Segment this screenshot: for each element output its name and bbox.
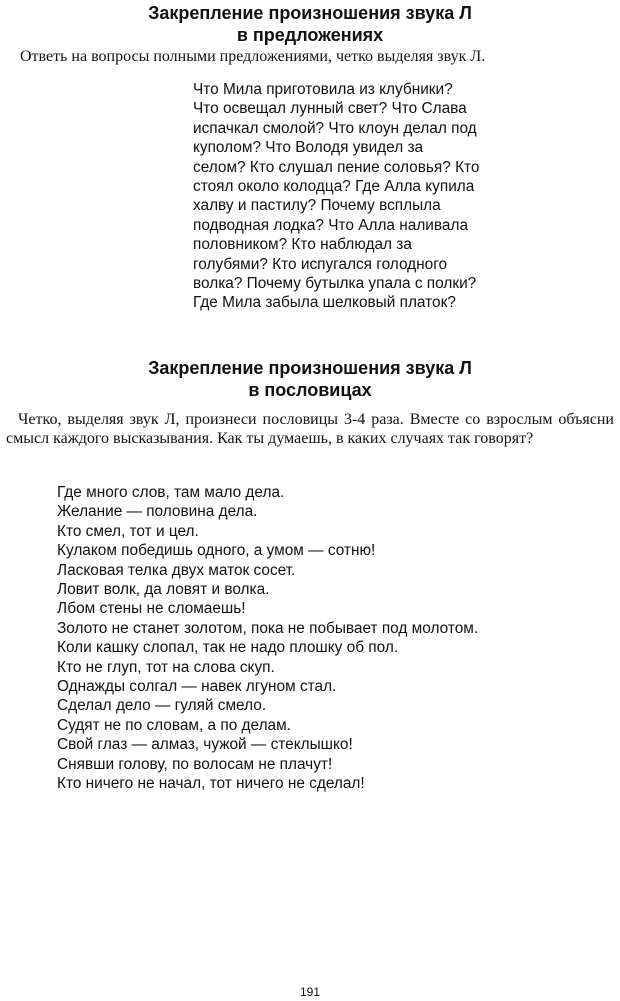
question-line: халву и пастилу? Почему всплыла [193,197,441,215]
proverb-line: Сделал дело — гуляй смело. [57,697,267,715]
proverb-line: Где много слов, там мало дела. [57,484,285,501]
section-title-proverbs [0,357,620,401]
question-line: волка? Почему бутылка упала с полки? [193,275,477,293]
question-line: Что Мила приготовила из клубники? [193,81,453,98]
question-line: подводная лодка? Что Алла наливала [193,216,469,234]
proverb-line: Золото не станет золотом, пока не побывает под молотом. [57,619,479,637]
questions-block [193,80,479,313]
question-line: испачкал смолой? Что клоун делал под [193,119,477,137]
question-line: куполом? Что Володя увидел за [193,139,424,157]
question-line: Что освещал лунный свет? Что Слава [193,100,467,118]
proverb-line: Коли кашку слопал, так не надо плошку об пол. [57,639,399,657]
proverb-line: Свой глаз — алмаз, чужой — стеклышко! [57,736,353,754]
section-title-sentences [0,2,620,46]
page-number: 191 [299,985,321,999]
proverb-line: Кто смел, тот и цел. [57,522,199,540]
proverb-line: Желание — половина дела. [57,503,258,521]
section-title-line: Закрепление произношения звука Л [148,358,472,378]
instruction-sentences: Ответь на вопросы полными предложениями, четко выделяя звук Л. [20,48,486,65]
section-title-line: в пословицах [248,380,372,400]
question-line: Где Мила забыла шелковый платок? [193,294,456,312]
proverb-line: Судят не по словам, а по делам. [57,716,291,734]
proverb-line: Однажды солгал — навек лгуном стал. [57,678,337,696]
question-line: стоял около колодца? Где Алла купила [193,178,475,196]
proverb-line: Ловит волк, да ловят и волка. [57,581,270,599]
proverb-line: Кулаком победишь одного, а умом — сотню! [57,542,376,560]
proverb-line: Кто не глуп, тот на слова скуп. [57,658,275,676]
section-title-line: в предложениях [236,25,384,45]
question-line: голубями? Кто испугался голодного [193,255,448,273]
section-title-line: Закрепление произношения звука Л [148,3,472,23]
question-line: селом? Кто слушал пение соловья? Кто [193,158,480,176]
proverbs-list [57,483,478,794]
question-line: половником? Кто наблюдал за [193,236,412,254]
instruction-proverbs: Четко, выделяя звук Л, произнеси пословицы 3-4 раза. Вместе со взрослым объясни смысл каждого высказывания. Как ты думаешь, в каких случаях так говорят? [6,411,614,447]
proverb-line: Кто ничего не начал, тот ничего не сделал! [57,775,365,793]
proverb-line: Ласковая телка двух маток сосет. [57,561,296,579]
proverb-line: Лбом стены не сломаешь! [57,600,246,618]
proverb-line: Снявши голову, по волосам не плачут! [57,755,333,773]
